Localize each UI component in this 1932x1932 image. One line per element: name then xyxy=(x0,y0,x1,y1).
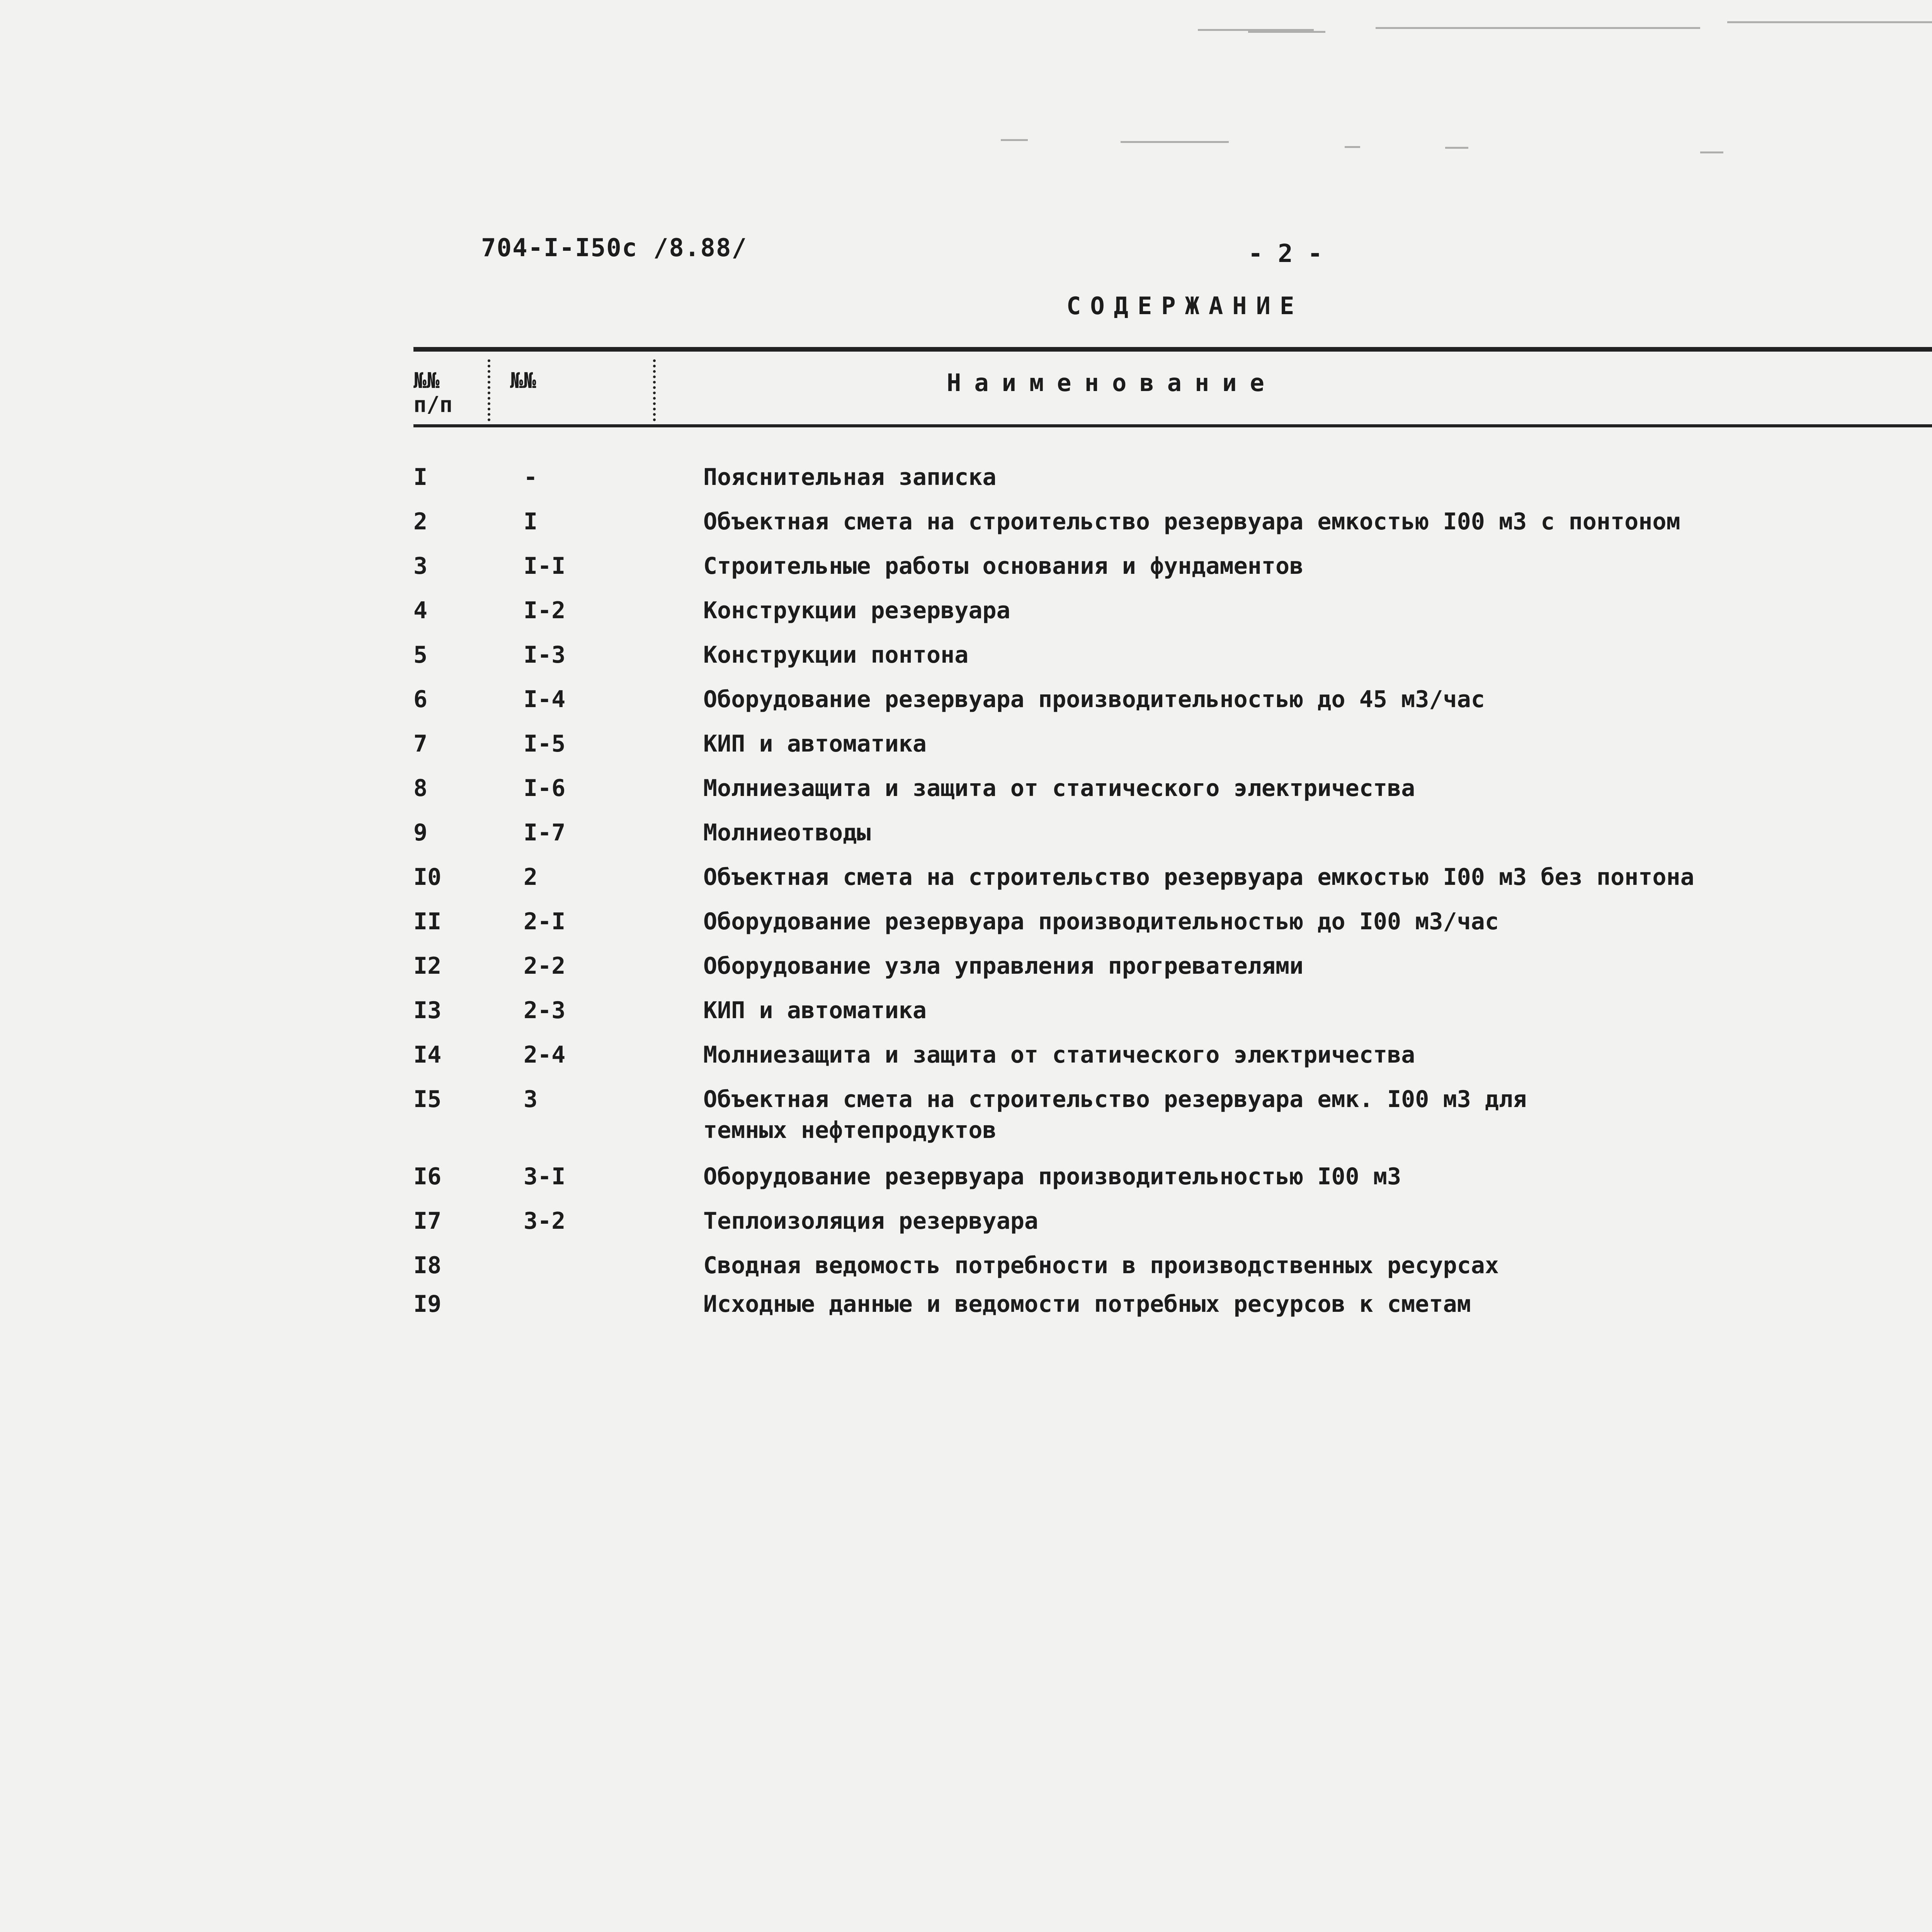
row-code: 3 xyxy=(524,1086,538,1113)
row-name: Объектная смета на строительство резервуара емк. I00 м3 для темных нефтепродуктов xyxy=(703,1086,1527,1144)
column-header-number-label: №№ п/п xyxy=(413,368,453,417)
scan-mark xyxy=(1345,146,1360,148)
column-separator xyxy=(653,359,656,421)
row-name: Сводная ведомость потребности в производственных ресурсах xyxy=(703,1252,1499,1279)
row-name: Конструкции резервуара xyxy=(703,597,1010,624)
scan-mark xyxy=(1248,31,1325,33)
row-number: 4 xyxy=(413,597,428,624)
row-number: I2 xyxy=(413,952,442,980)
row-code: I-I xyxy=(524,553,566,580)
row-name: КИП и автоматика xyxy=(703,997,927,1024)
row-number: I0 xyxy=(413,864,442,891)
row-name: Объектная смета на строительство резервуара емкостью I00 м3 без понтона xyxy=(703,864,1694,891)
row-code: I-5 xyxy=(524,730,566,757)
row-code: - xyxy=(524,464,538,491)
row-number: 3 xyxy=(413,553,428,580)
row-code: 2-4 xyxy=(524,1041,566,1068)
row-number: I xyxy=(413,464,428,491)
row-number: 6 xyxy=(413,686,428,713)
row-name: Пояснительная записка xyxy=(703,464,997,491)
row-number: I9 xyxy=(413,1291,442,1318)
row-code: I-6 xyxy=(524,775,566,802)
scan-mark xyxy=(1700,151,1723,153)
row-name: Оборудование узла управления прогревателями xyxy=(703,952,1304,980)
scan-mark xyxy=(1001,139,1028,141)
row-number: I6 xyxy=(413,1163,442,1190)
row-name: КИП и автоматика xyxy=(703,730,927,757)
row-name: Конструкции понтона xyxy=(703,641,969,668)
column-header-number xyxy=(413,369,452,417)
scan-mark xyxy=(1376,27,1700,29)
row-number: 5 xyxy=(413,641,428,668)
row-number: 9 xyxy=(413,819,428,846)
row-number: I5 xyxy=(413,1086,442,1113)
document-code: 704-I-I50с /8.88/ xyxy=(481,234,748,262)
row-code: 2-3 xyxy=(524,997,566,1024)
table-top-rule xyxy=(413,347,1932,352)
row-number: II xyxy=(413,908,442,935)
column-header-code: №№ xyxy=(510,368,536,393)
row-name: Молниеотводы xyxy=(703,819,871,846)
row-code: 2-2 xyxy=(524,952,566,980)
row-name: Оборудование резервуара производительностью до I00 м3/час xyxy=(703,908,1499,935)
row-name: Оборудование резервуара производительностью I00 м3 xyxy=(703,1163,1401,1190)
row-name: Объектная смета на строительство резервуара емкостью I00 м3 с понтоном xyxy=(703,508,1680,535)
row-number: I8 xyxy=(413,1252,442,1279)
row-name: Оборудование резервуара производительностью до 45 м3/час xyxy=(703,686,1485,713)
row-number: I7 xyxy=(413,1208,442,1235)
row-name: Молниезащита и защита от статического электричества xyxy=(703,1041,1415,1068)
row-name: Строительные работы основания и фундаментов xyxy=(703,553,1304,580)
row-number: 2 xyxy=(413,508,428,535)
row-name: Теплоизоляция резервуара xyxy=(703,1208,1038,1235)
column-separator xyxy=(488,359,490,421)
scan-mark xyxy=(1445,147,1468,149)
scan-mark xyxy=(1727,21,1932,23)
row-code: I-2 xyxy=(524,597,566,624)
table-header-rule xyxy=(413,424,1932,427)
column-header-name: Наименование xyxy=(947,369,1277,397)
row-code: 2 xyxy=(524,864,538,891)
row-code: I-3 xyxy=(524,641,566,668)
row-code: I-7 xyxy=(524,819,566,846)
row-code: I xyxy=(524,508,538,535)
row-name: Молниезащита и защита от статического электричества xyxy=(703,775,1415,802)
row-number: 8 xyxy=(413,775,428,802)
row-code: 3-2 xyxy=(524,1208,566,1235)
page-number: - 2 - xyxy=(1248,240,1323,268)
page-title: СОДЕРЖАНИЕ xyxy=(1066,292,1304,320)
row-number: I3 xyxy=(413,997,442,1024)
row-code: I-4 xyxy=(524,686,566,713)
row-number: I4 xyxy=(413,1041,442,1068)
row-code: 3-I xyxy=(524,1163,566,1190)
row-code: 2-I xyxy=(524,908,566,935)
row-number: 7 xyxy=(413,730,428,757)
scan-mark xyxy=(1121,141,1229,143)
row-name: Исходные данные и ведомости потребных ресурсов к сметам xyxy=(703,1291,1471,1318)
